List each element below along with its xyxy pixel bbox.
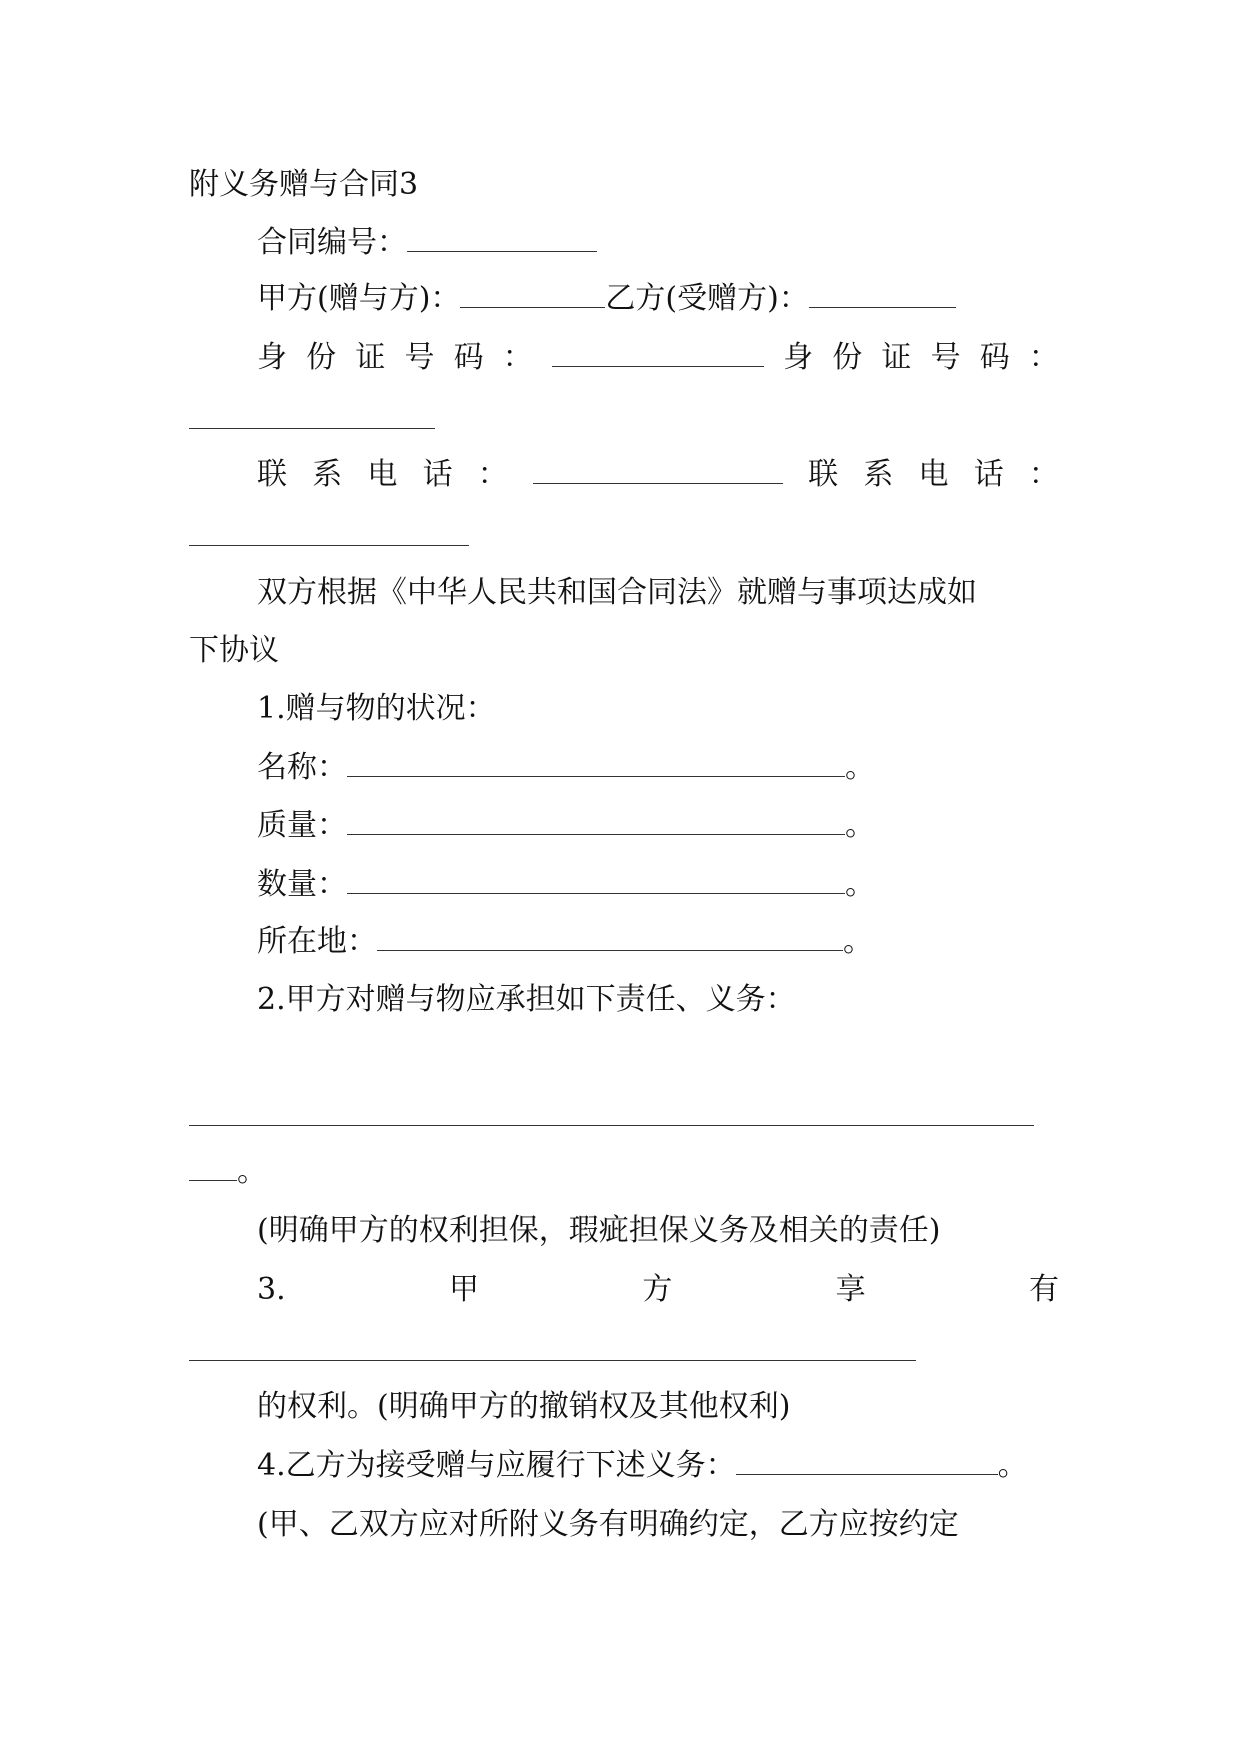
phone-char: 话 [973, 457, 1004, 492]
item4-line: 4.乙方为接受赠与应履行下述义务： 。 [257, 1448, 1028, 1483]
quality-blank[interactable] [347, 806, 845, 835]
quality-label: 质量： [257, 808, 347, 843]
phone-char: 系 [312, 457, 343, 492]
id-number-line [257, 338, 1059, 378]
item4-note: (甲、乙双方应对所附义务有明确约定，乙方应按约定 [257, 1507, 959, 1542]
name-label: 名称： [257, 750, 347, 785]
intro-line-2: 下协议 [189, 633, 279, 668]
item3-blank[interactable] [189, 1360, 916, 1361]
item3-word: 3. [257, 1272, 286, 1307]
phone-line [257, 455, 1059, 495]
contract-number-label: 合同编号： [257, 225, 407, 260]
item1-name-line: 名称： 。 [257, 750, 875, 785]
party-a-phone-blank[interactable] [533, 455, 783, 484]
id-char: 号 [404, 340, 435, 375]
item1-quality-line: 质量： 。 [257, 808, 875, 843]
item1-location-line: 所在地： 。 [257, 924, 873, 959]
id-char: 份 [306, 340, 337, 375]
contract-number-blank[interactable] [407, 223, 597, 252]
item2-note: (明确甲方的权利担保，瑕疵担保义务及相关的责任) [257, 1213, 941, 1248]
phone-char: 电 [918, 457, 949, 492]
phone-char: ： [477, 457, 508, 492]
item3-word: 享 [835, 1272, 866, 1307]
intro-line-1: 双方根据《中华人民共和国合同法》就赠与事项达成如 [257, 575, 977, 610]
id-char: 份 [832, 340, 863, 375]
phone-char: 联 [257, 457, 287, 492]
item3-tail: 的权利。(明确甲方的撤销权及其他权利) [257, 1389, 791, 1424]
party-b-label: 乙方(受赠方)： [605, 281, 809, 316]
quantity-label: 数量： [257, 867, 347, 902]
id-char: ： [502, 340, 533, 375]
item3-line [257, 1270, 1059, 1310]
item3-word: 方 [642, 1272, 673, 1307]
id-char: ： [1028, 340, 1059, 375]
item4-blank[interactable] [736, 1446, 998, 1475]
party-b-id-blank[interactable] [189, 428, 435, 429]
party-b-phone-blank[interactable] [189, 545, 469, 546]
party-b-blank[interactable] [809, 279, 956, 308]
item1-quantity-line: 数量： 。 [257, 867, 875, 902]
phone-char: 话 [422, 457, 453, 492]
party-a-blank[interactable] [460, 279, 605, 308]
item3-word: 甲 [448, 1272, 479, 1307]
name-blank[interactable] [347, 748, 845, 777]
id-char: 身 [783, 340, 814, 375]
id-char: 码 [453, 340, 484, 375]
id-char: 证 [355, 340, 386, 375]
party-a-label: 甲方(赠与方)： [257, 281, 461, 316]
phone-char: 联 [808, 457, 839, 492]
id-char: 码 [979, 340, 1010, 375]
contract-number-line [257, 223, 1059, 263]
item2-blank-end: 。 [189, 1152, 1059, 1192]
phone-char: 电 [367, 457, 398, 492]
phone-char: 系 [863, 457, 894, 492]
item2-long-blank[interactable] [189, 1125, 1034, 1126]
document-title: 附义务赠与合同3 [189, 167, 419, 202]
item2-heading: 2.甲方对赠与物应承担如下责任、义务： [257, 982, 796, 1017]
id-char: 身 [257, 340, 287, 375]
id-char: 证 [881, 340, 912, 375]
id-char: 号 [930, 340, 961, 375]
item2-short-blank[interactable] [189, 1152, 237, 1181]
quantity-blank[interactable] [347, 865, 845, 894]
item3-word: 有 [1029, 1272, 1059, 1307]
phone-char: ： [1028, 457, 1059, 492]
parties-line [257, 279, 1059, 319]
item1-heading: 1.赠与物的状况： [257, 691, 496, 726]
location-label: 所在地： [257, 924, 377, 959]
party-a-id-blank[interactable] [552, 338, 764, 367]
location-blank[interactable] [377, 922, 843, 951]
